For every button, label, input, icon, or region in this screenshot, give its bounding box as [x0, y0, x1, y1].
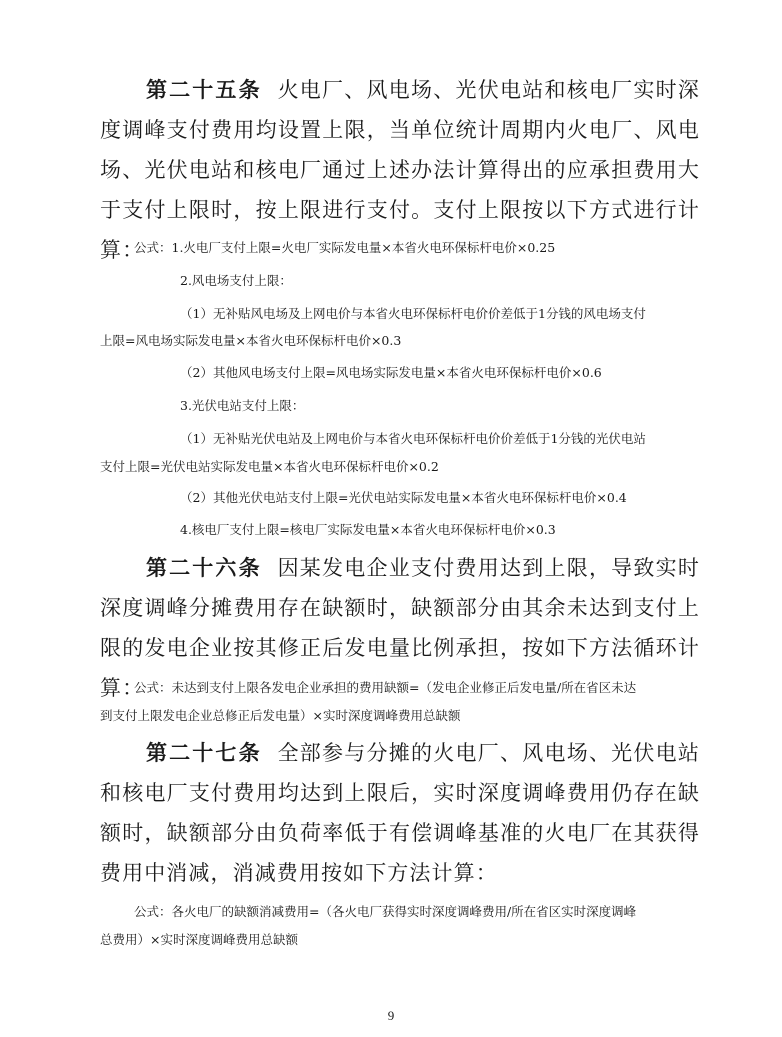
formula-27-line1: 公式：各火电厂的缺额消减费用=（各火电厂获得实时深度调峰费用/所在省区实时深度调峰	[134, 904, 637, 919]
formula-25-1: 公式：1.火电厂支付上限=火电厂实际发电量×本省火电环保标杆电价×0.25	[134, 240, 556, 255]
formula-25-3a-line1: （1）无补贴光伏电站及上网电价与本省火电环保标杆电价价差低于1分钱的光伏电站	[180, 431, 646, 446]
article-26-heading: 第二十六条	[146, 555, 262, 580]
article-25-text: 火电厂、风电场、光伏电站和核电厂实时深度调峰支付费用均设置上限，当单位统计周期内火电厂、风电场、光伏电站和核电厂通过上述办法计算得出的应承担费用大于支付上限时，按上限进行支付。支付上限按以下方式进行计算：	[100, 78, 701, 262]
formula-25-2a-line2: 上限=风电场实际发电量×本省火电环保标杆电价×0.3	[100, 333, 402, 348]
article-27-text: 全部参与分摊的火电厂、风电场、光伏电站和核电厂支付费用均达到上限后，实时深度调峰费用仍存在缺额时，缺额部分由负荷率低于有偿调峰基准的火电厂在其获得费用中消减，消减费用按如下方法计算：	[100, 741, 701, 885]
formula-27-line2: 总费用）×实时深度调峰费用总缺额	[100, 932, 298, 947]
formula-25-3a-line2: 支付上限=光伏电站实际发电量×本省火电环保标杆电价×0.2	[100, 459, 439, 474]
article-27-heading: 第二十七条	[146, 740, 262, 765]
formula-25-3b: （2）其他光伏电站支付上限=光伏电站实际发电量×本省火电环保标杆电价×0.4	[180, 490, 627, 505]
formula-25-2a-line1: （1）无补贴风电场及上网电价与本省火电环保标杆电价价差低于1分钱的风电场支付	[180, 306, 646, 321]
article-25-heading: 第二十五条	[146, 77, 262, 102]
formula-25-3: 3.光伏电站支付上限：	[180, 398, 305, 413]
formula-25-4: 4.核电厂支付上限=核电厂实际发电量×本省火电环保标杆电价×0.3	[180, 522, 556, 537]
formula-25-2b: （2）其他风电场支付上限=风电场实际发电量×本省火电环保标杆电价×0.6	[180, 365, 602, 380]
article-26-text: 因某发电企业支付费用达到上限，导致实时深度调峰分摊费用存在缺额时，缺额部分由其余未达到支付上限的发电企业按其修正后发电量比例承担，按如下方法循环计算：	[100, 556, 701, 700]
page-number: 9	[387, 1008, 395, 1023]
formula-26-line2: 到支付上限发电企业总修正后发电量）×实时深度调峰费用总缺额	[100, 708, 461, 723]
formula-26-line1: 公式：未达到支付上限各发电企业承担的费用缺额=（发电企业修正后发电量/所在省区未达	[134, 680, 637, 695]
formula-25-2: 2.风电场支付上限：	[180, 273, 292, 288]
article-27	[100, 733, 700, 893]
